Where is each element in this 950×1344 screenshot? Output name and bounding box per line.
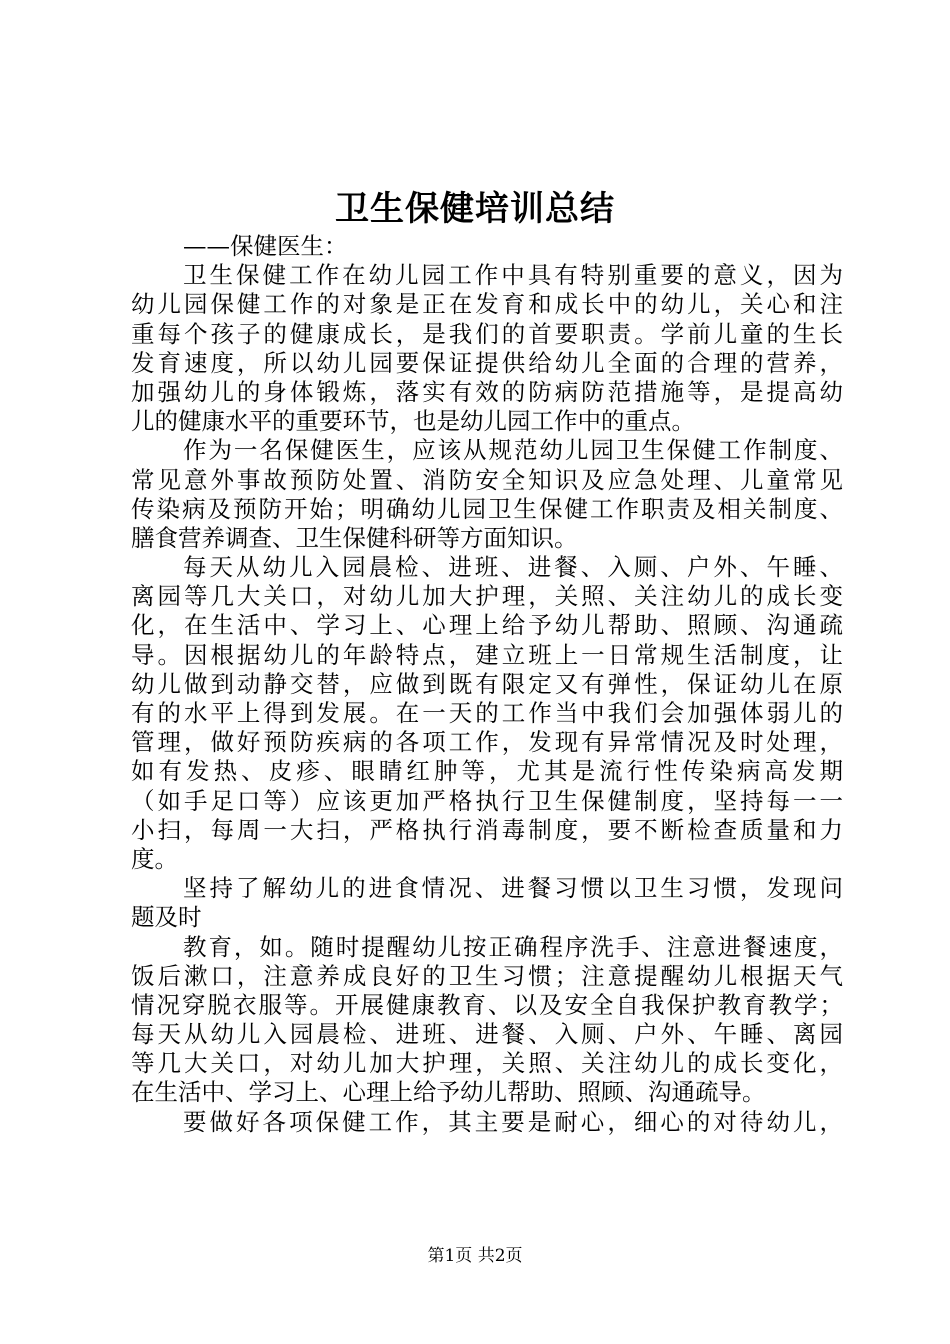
text-line: 膳食营养调查、卫生保健科研等方面知识。 <box>131 523 578 552</box>
text-line: 离园等几大关口，对幼儿加大护理，关照、关注幼儿的成长变 <box>131 582 843 611</box>
text-line: 幼儿做到动静交替，应做到既有限定又有弹性，保证幼儿在原 <box>131 669 843 698</box>
text-line: 饭后漱口，注意养成良好的卫生习惯；注意提醒幼儿根据天气 <box>131 961 843 990</box>
text-line: 发育速度，所以幼儿园要保证提供给幼儿全面的合理的营养， <box>131 348 843 377</box>
text-line: 等几大关口，对幼儿加大护理，关照、关注幼儿的成长变化， <box>131 1049 843 1078</box>
text-line: 化，在生活中、学习上、心理上给予幼儿帮助、照顾、沟通疏 <box>131 611 843 640</box>
text-line: ——保健医生： <box>183 232 348 260</box>
text-line: 在生活中、学习上、心理上给予幼儿帮助、照顾、沟通疏导。 <box>131 1078 766 1107</box>
text-line: 重每个孩子的健康成长，是我们的首要职责。学前儿童的生长 <box>131 319 843 348</box>
text-line: 传染病及预防开始；明确幼儿园卫生保健工作职责及相关制度、 <box>131 494 843 523</box>
text-line: 常见意外事故预防处置、消防安全知识及应急处理、儿童常见 <box>131 465 843 494</box>
text-line: 每天从幼儿入园晨检、进班、进餐、入厕、户外、午睡、 <box>183 553 843 582</box>
text-line: 小扫，每周一大扫，严格执行消毒制度，要不断检查质量和力 <box>131 815 843 844</box>
text-line: 有的水平上得到发展。在一天的工作当中我们会加强体弱儿的 <box>131 699 843 727</box>
text-line: （如手足口等）应该更加严格执行卫生保健制度，坚持每一一 <box>131 786 843 815</box>
text-line: 每天从幼儿入园晨检、进班、进餐、入厕、户外、午睡、离园 <box>131 1020 843 1049</box>
text-line: 管理，做好预防疾病的各项工作，发现有异常情况及时处理， <box>131 728 843 757</box>
text-line: 作为一名保健医生，应该从规范幼儿园卫生保健工作制度、 <box>183 436 843 465</box>
text-line: 坚持了解幼儿的进食情况、进餐习惯以卫生习惯，发现问 <box>183 874 843 903</box>
text-line: 卫生保健工作在幼儿园工作中具有特别重要的意义，因为 <box>183 261 843 290</box>
text-line: 度。 <box>131 844 178 873</box>
document-title: 卫生保健培训总结 <box>335 189 615 229</box>
text-line: 教育，如。随时提醒幼儿按正确程序洗手、注意进餐速度， <box>183 932 843 961</box>
document-body <box>131 232 843 1137</box>
text-line: 如有发热、皮疹、眼睛红肿等，尤其是流行性传染病高发期 <box>131 757 843 786</box>
text-line: 加强幼儿的身体锻炼，落实有效的防病防范措施等，是提高幼 <box>131 377 843 406</box>
page-footer: 第1页 共2页 <box>427 1246 523 1266</box>
text-line: 情况穿脱衣服等。开展健康教育、以及安全自我保护教育教学； <box>131 990 843 1019</box>
text-line: 要做好各项保健工作，其主要是耐心，细心的对待幼儿， <box>183 1107 843 1136</box>
text-line: 导。因根据幼儿的年龄特点，建立班上一日常规生活制度，让 <box>131 640 843 669</box>
text-line: 儿的健康水平的重要环节，也是幼儿园工作中的重点。 <box>131 407 695 436</box>
text-line: 幼儿园保健工作的对象是正在发育和成长中的幼儿，关心和注 <box>131 290 843 319</box>
text-line: 题及时 <box>131 903 202 932</box>
